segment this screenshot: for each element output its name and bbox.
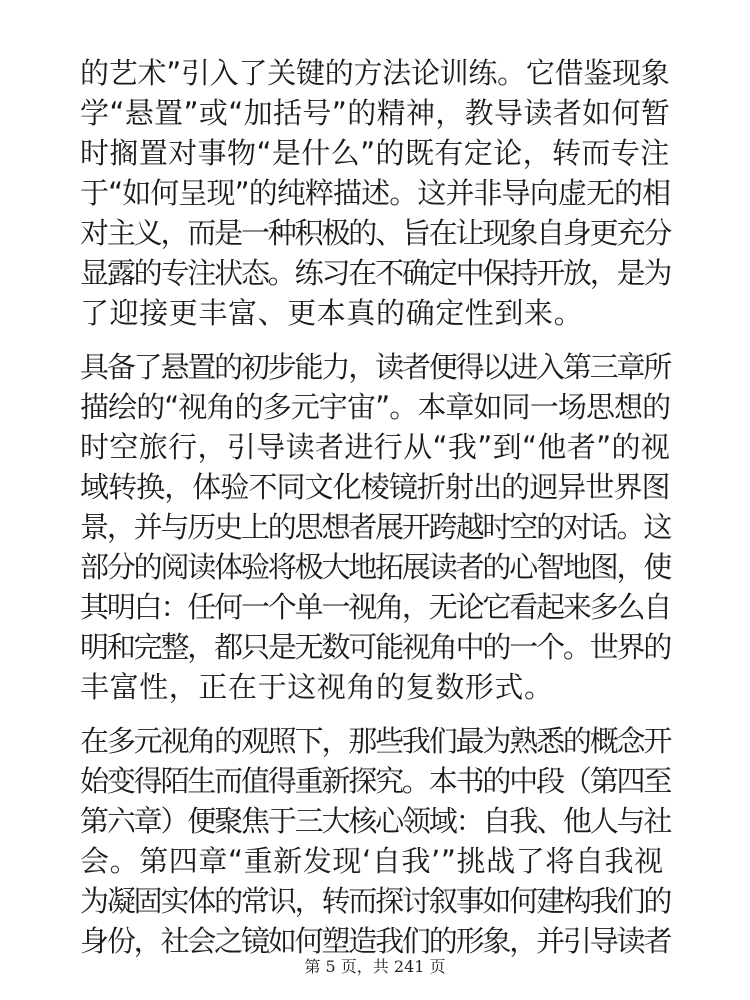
text-line: 身份，社会之镜如何塑造我们的形象，并引导读者 [80, 924, 671, 958]
page-number-footer: 第 5 页，共 241 页 [304, 957, 446, 976]
text-line: 明和完整，都只是无数可能视角中的一个。世界的 [80, 630, 671, 664]
text-line: 景，并与历史上的思想者展开跨越时空的对话。这 [80, 510, 671, 544]
text-line: 第六章）便聚焦于三大核心领域：自我、他人与社 [80, 804, 671, 838]
text-line: 部分的阅读体验将极大地拓展读者的心智地图，使 [80, 550, 671, 584]
text-line: 始变得陌生而值得重新探究。本书的中段（第四至 [80, 764, 671, 798]
paragraph-3 [80, 721, 670, 961]
text-line: 对主义，而是一种积极的、旨在让现象自身更充分 [80, 216, 671, 250]
text-line: 学“悬置”或“加括号”的精神，教导读者如何暂 [80, 96, 671, 130]
text-line: 会。第四章“重新发现‘自我’”挑战了将自我视 [80, 844, 664, 878]
text-line: 于“如何呈现”的纯粹描述。这并非导向虚无的相 [80, 176, 671, 210]
text-line: 的艺术”引入了关键的方法论训练。它借鉴现象 [80, 56, 670, 90]
text-line: 具备了悬置的初步能力，读者便得以进入第三章所 [80, 350, 671, 384]
text-line: 为凝固实体的常识，转而探讨叙事如何建构我们的 [80, 884, 671, 918]
text-line: 域转换，体验不同文化棱镜折射出的迥异世界图 [80, 470, 670, 504]
body-text [80, 53, 670, 975]
text-line: 时空旅行，引导读者进行从“我”到“他者”的视 [80, 430, 671, 464]
text-line: 时搁置对事物“是什么”的既有定论，转而专注 [80, 136, 670, 170]
paragraph-1 [80, 53, 670, 333]
text-line: 描绘的“视角的多元宇宙”。本章如同一场思想的 [80, 390, 671, 424]
text-line: 显露的专注状态。练习在不确定中保持开放，是为 [80, 256, 671, 290]
text-line: 丰富性，正在于这视角的复数形式。 [80, 670, 554, 704]
paragraph-2 [80, 347, 670, 707]
text-line: 在多元视角的观照下，那些我们最为熟悉的概念开 [80, 724, 671, 758]
text-line: 了迎接更丰富、更本真的确定性到来。 [80, 296, 584, 330]
text-line: 其明白：任何一个单一视角，无论它看起来多么自 [80, 590, 671, 624]
